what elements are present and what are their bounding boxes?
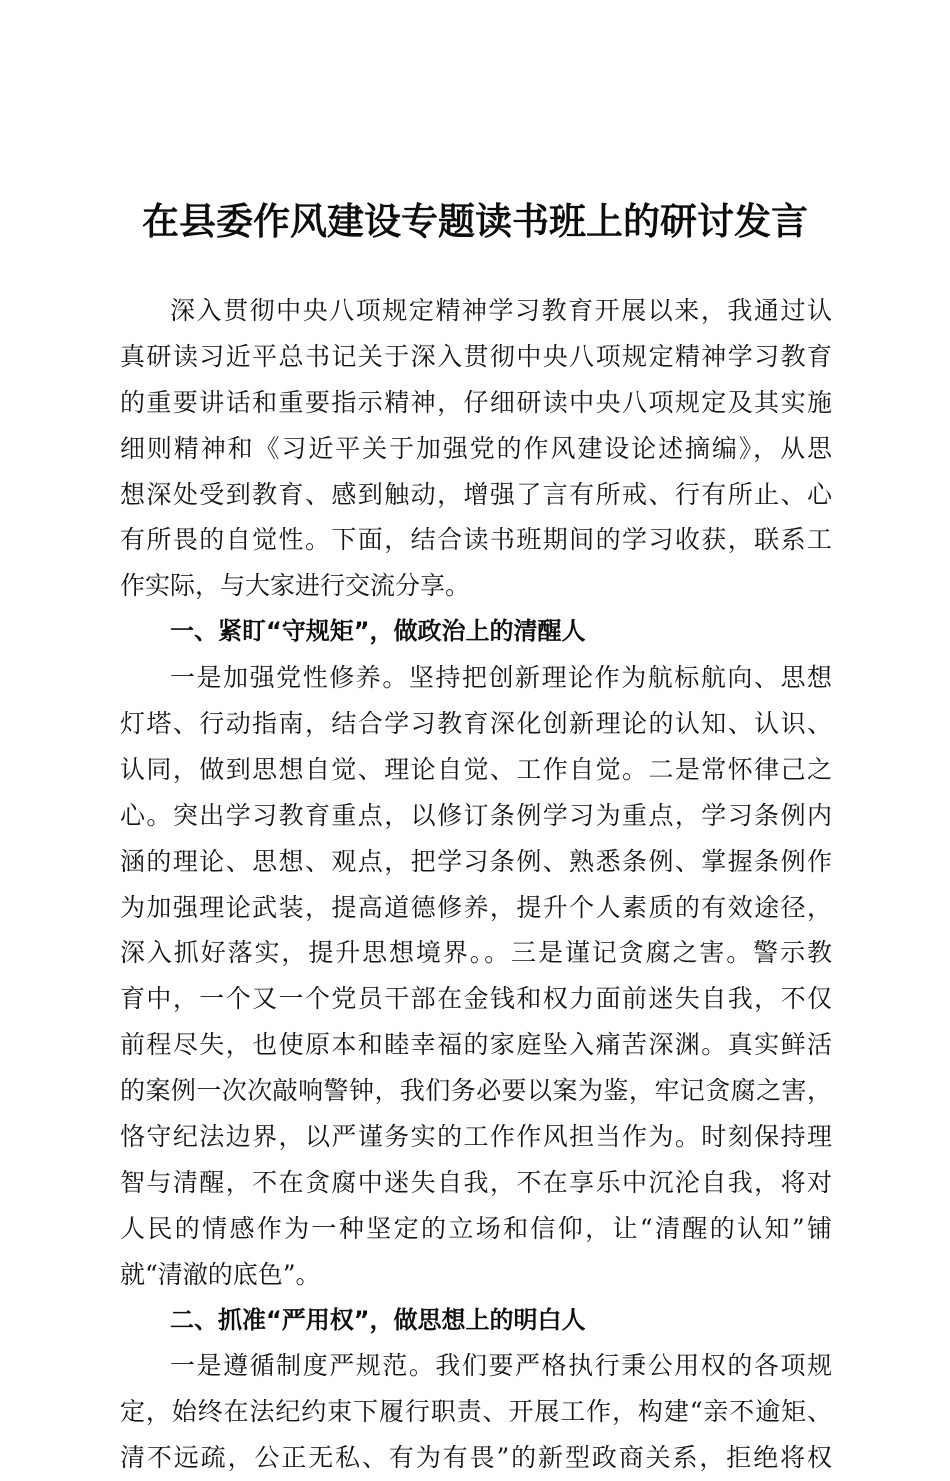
paragraph-line: 智与清醒，不在贪腐中迷失自我，不在享乐中沉沦自我，将对 [120, 1167, 832, 1197]
paragraph-line: 灯塔、行动指南，结合学习教育深化创新理论的认知、认识、 [120, 709, 832, 739]
paragraph-line: 认同，做到思想自觉、理论自觉、工作自觉。二是常怀律己之 [120, 754, 832, 784]
document-title: 在县委作风建设专题读书班上的研讨发言 [142, 199, 808, 243]
paragraph-line: 一是加强党性修养。坚持把创新理论作为航标航向、思想 [170, 663, 832, 693]
paragraph-line: 想深处受到教育、感到触动，增强了言有所戒、行有所止、心 [120, 479, 832, 509]
paragraph-line: 清不远疏，公正无私、有为有畏”的新型政商关系，拒绝将权 [120, 1443, 832, 1473]
paragraph-line: 为加强理论武装，提高道德修养，提升个人素质的有效途径， [120, 892, 832, 922]
section-heading: 一、紧盯“守规矩”，做政治上的清醒人 [170, 617, 586, 646]
document-body [120, 288, 832, 1481]
section-heading: 二、抓准“严用权”，做思想上的明白人 [170, 1305, 586, 1334]
paragraph-line: 深入贯彻中央八项规定精神学习教育开展以来，我通过认 [170, 296, 832, 325]
paragraph-line: 的重要讲话和重要指示精神，仔细研读中央八项规定及其实施 [120, 387, 832, 417]
paragraph-line: 恪守纪法边界，以严谨务实的工作作风担当作为。时刻保持理 [120, 1122, 832, 1152]
paragraph-line: 一是遵循制度严规范。我们要严格执行秉公用权的各项规 [170, 1351, 832, 1381]
paragraph-line: 前程尽失，也使原本和睦幸福的家庭坠入痛苦深渊。真实鲜活 [120, 1030, 832, 1060]
paragraph-line: 的案例一次次敲响警钟，我们务必要以案为鉴，牢记贪腐之害， [120, 1076, 832, 1106]
paragraph-line: 育中，一个又一个党员干部在金钱和权力面前迷失自我，不仅 [120, 984, 832, 1014]
paragraph-line: 细则精神和《习近平关于加强党的作风建设论述摘编》，从思 [120, 433, 832, 463]
paragraph-line: 心。突出学习教育重点，以修订条例学习为重点，学习条例内 [120, 800, 832, 830]
paragraph-line: 涵的理论、思想、观点，把学习条例、熟悉条例、掌握条例作 [120, 846, 832, 876]
paragraph-line: 作实际，与大家进行交流分享。 [120, 571, 471, 601]
paragraph-line: 人民的情感作为一种坚定的立场和信仰，让“清醒的认知”铺 [120, 1213, 832, 1243]
paragraph-line: 真研读习近平总书记关于深入贯彻中央八项规定精神学习教育 [120, 341, 832, 371]
paragraph-line: 就“清澈的底色”。 [120, 1259, 321, 1289]
paragraph-line: 有所畏的自觉性。下面，结合读书班期间的学习收获，联系工 [120, 525, 832, 555]
paragraph-line: 定，始终在法纪约束下履行职责、开展工作，构建“亲不逾矩、 [120, 1397, 832, 1427]
paragraph-line: 深入抓好落实，提升思想境界。。三是谨记贪腐之害。警示教 [120, 938, 832, 968]
